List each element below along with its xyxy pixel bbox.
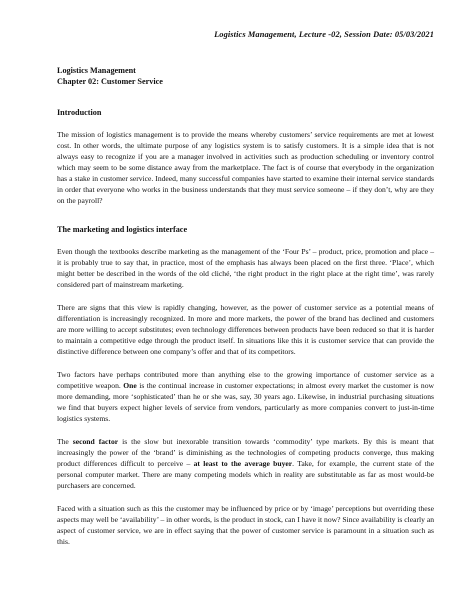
paragraph-second-factor: [57, 436, 434, 491]
paragraph-text: Two factors have perhaps contributed more than anything else to the growing importance of customer service as a competitive weapon.: [57, 370, 434, 390]
section-heading-introduction: Introduction: [57, 108, 102, 117]
paragraph-availability: Faced with a situation such as this the customer may be influenced by price or by ‘image’ perceptions but overriding these aspects may well be ‘availability’ – in other words, is the product in stock, can I have it now? Since availability is clearly an aspect of customer service, we are in effect saying that the power of customer service is paramount in a situation such as this.: [57, 504, 434, 546]
paragraph-four-ps: Even though the textbooks describe marketing as the management of the ‘Four Ps’ – product, price, promotion and place – it is probably true to say that, in practice, most of the emphasis has always been placed on the first three. ‘Place’, which might better be described in the words of the old cliché, ‘the right product in the right place at the right time’, was rarely considered part of mainstream marketing.: [57, 247, 434, 289]
chapter-title: Chapter 02: Customer Service: [57, 77, 163, 86]
running-header: Logistics Management, Lecture -02, Session Date: 05/03/2021: [214, 30, 434, 39]
paragraph-text: is the slow but inexorable transition towards ‘commodity’ type markets. By this is meant that increasingly the power of the ‘brand’ is diminishing as the technologies of competing products converge, thus making product differences difficult to perceive –: [57, 437, 434, 468]
paragraph-text: The: [57, 437, 73, 446]
introduction-paragraph: The mission of logistics management is to provide the means whereby customers’ service requirements are met at lowest cost. In other words, the ultimate purpose of any logistics system is to satisfy customers. It is a simple idea that is not always easy to recognize if you are a manager involved in activities such as production scheduling or inventory control which may seem to be some distance away from the marketplace. The fact is of course that everybody in the organization has a stake in customer service. Indeed, many successful companies have started to examine their internal service standards in order that everyone who works in the business understands that they must service someone – if they don’t, why are they on the payroll?: [57, 130, 434, 205]
section-heading-marketing-logistics: The marketing and logistics interface: [57, 225, 188, 234]
paragraph-two-factors: [57, 369, 434, 424]
bold-phrase-average-buyer: at least to the average buyer: [193, 459, 293, 468]
bold-term-second-factor: second factor: [72, 437, 119, 446]
bold-term-one: One: [123, 381, 137, 390]
paragraph-text: is the continual increase in customer expectations; in almost every market the customer is now more demanding, more ‘sophisticated’ than he or she was, say, 30 years ago. Likewise, in industrial purchasing situations we find that buyers expect higher levels of service from vendors, particularly as more companies convert to just-in-time logistics systems.: [57, 381, 434, 423]
paragraph-text: . Take, for example, the current state of the personal computer market. There are many competing models which in reality are substitutable as far as most would-be purchasers are concerned.: [57, 459, 435, 490]
paragraph-differentiation: There are signs that this view is rapidly changing, however, as the power of customer service as a potential means of differentiation is increasingly recognized. In more and more markets, the power of the brand has declined and customers are more willing to accept substitutes; even technology differences between products have been reduced so that it is harder to maintain a competitive edge through the product itself. In situations like this it is customer service that can provide the distinctive difference between one company’s offer and that of its competitors.: [57, 303, 434, 356]
document-title: Logistics Management: [57, 66, 136, 75]
